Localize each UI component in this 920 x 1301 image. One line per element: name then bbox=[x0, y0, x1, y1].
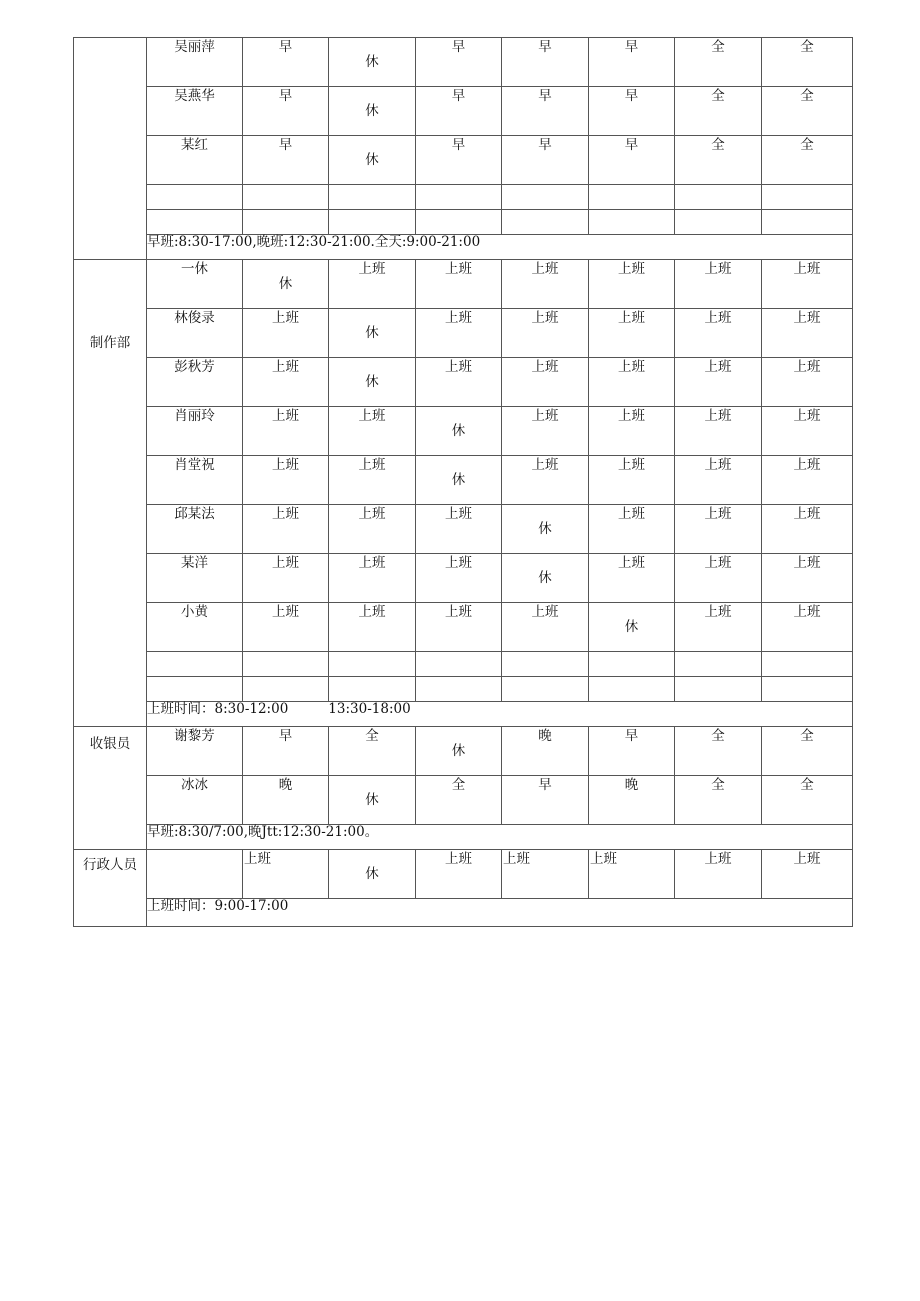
shift-cell: 休 bbox=[329, 358, 416, 407]
empty-row bbox=[74, 185, 853, 210]
department-cell bbox=[74, 850, 147, 927]
shift-cell: 上班 bbox=[416, 554, 502, 603]
shift-cell: 上班 bbox=[762, 850, 853, 899]
shift-cell: 早 bbox=[502, 38, 589, 87]
employee-name-cell: 邱某法 bbox=[147, 505, 243, 554]
table-row bbox=[74, 554, 853, 603]
table-row bbox=[74, 235, 853, 260]
table-row bbox=[74, 505, 853, 554]
shift-schedule-table bbox=[73, 37, 853, 927]
shift-cell: 上班 bbox=[762, 603, 853, 652]
employee-name-cell: 肖堂祝 bbox=[147, 456, 243, 505]
shift-cell: 上班 bbox=[675, 456, 762, 505]
shift-cell: 晚 bbox=[589, 776, 675, 825]
shift-cell: 上班 bbox=[502, 456, 589, 505]
shift-cell: 上班 bbox=[243, 309, 329, 358]
employee-name-cell: 某洋 bbox=[147, 554, 243, 603]
empty-row bbox=[74, 652, 853, 677]
shift-cell: 早 bbox=[416, 38, 502, 87]
shift-cell: 上班 bbox=[675, 850, 762, 899]
shift-cell: 早 bbox=[589, 87, 675, 136]
shift-cell: 休 bbox=[502, 505, 589, 554]
shift-cell: 上班 bbox=[416, 850, 502, 899]
shift-cell: 上班 bbox=[502, 260, 589, 309]
shift-cell: 休 bbox=[243, 260, 329, 309]
shift-cell: 上班 bbox=[416, 603, 502, 652]
table-row bbox=[74, 358, 853, 407]
shift-cell: 休 bbox=[329, 87, 416, 136]
table-row bbox=[74, 776, 853, 825]
shift-cell: 上班 bbox=[675, 407, 762, 456]
department-label: 行政人员 bbox=[83, 857, 137, 873]
shift-cell: 全 bbox=[675, 727, 762, 776]
shift-cell: 上班 bbox=[589, 260, 675, 309]
shift-cell: 休 bbox=[416, 727, 502, 776]
shift-cell: 上班 bbox=[589, 505, 675, 554]
shift-cell: 晚 bbox=[243, 776, 329, 825]
shift-cell: 休 bbox=[329, 309, 416, 358]
shift-cell: 上班 bbox=[502, 309, 589, 358]
shift-cell: 早 bbox=[589, 38, 675, 87]
shift-cell: 上班 bbox=[243, 407, 329, 456]
empty-row bbox=[74, 677, 853, 702]
shift-cell: 上班 bbox=[243, 850, 329, 899]
shift-cell: 上班 bbox=[243, 456, 329, 505]
shift-cell: 休 bbox=[416, 456, 502, 505]
shift-cell: 休 bbox=[329, 776, 416, 825]
table-row bbox=[74, 603, 853, 652]
shift-cell: 上班 bbox=[329, 554, 416, 603]
shift-cell: 上班 bbox=[589, 309, 675, 358]
table-row bbox=[74, 702, 853, 727]
shift-cell: 上班 bbox=[416, 505, 502, 554]
shift-cell: 休 bbox=[329, 850, 416, 899]
department-label: 制作部 bbox=[89, 335, 131, 351]
employee-name-cell: 冰冰 bbox=[147, 776, 243, 825]
department-cell bbox=[74, 260, 147, 727]
shift-cell: 早 bbox=[502, 776, 589, 825]
shift-cell: 上班 bbox=[502, 603, 589, 652]
shift-cell: 上班 bbox=[589, 407, 675, 456]
shift-cell: 休 bbox=[329, 136, 416, 185]
shift-cell: 早 bbox=[243, 727, 329, 776]
employee-name-cell: 彭秋芳 bbox=[147, 358, 243, 407]
shift-cell: 上班 bbox=[675, 505, 762, 554]
table-row bbox=[74, 309, 853, 358]
shift-cell: 早 bbox=[502, 87, 589, 136]
shift-cell: 上班 bbox=[762, 505, 853, 554]
table-row bbox=[74, 825, 853, 850]
employee-name-cell: 吴燕华 bbox=[147, 87, 243, 136]
shift-cell: 休 bbox=[589, 603, 675, 652]
shift-cell: 上班 bbox=[589, 456, 675, 505]
table-row bbox=[74, 136, 853, 185]
department-cell bbox=[74, 727, 147, 850]
shift-cell: 早 bbox=[589, 727, 675, 776]
shift-cell: 上班 bbox=[416, 358, 502, 407]
shift-cell: 全 bbox=[416, 776, 502, 825]
shift-cell: 全 bbox=[329, 727, 416, 776]
shift-cell: 早 bbox=[502, 136, 589, 185]
employee-name-cell: 吴丽萍 bbox=[147, 38, 243, 87]
shift-cell: 上班 bbox=[762, 554, 853, 603]
shift-cell: 上班 bbox=[329, 456, 416, 505]
shift-cell: 上班 bbox=[243, 603, 329, 652]
shift-cell: 上班 bbox=[762, 407, 853, 456]
work-hours-note: 上班时间：8:30-12:00 13:30-18:00 bbox=[147, 702, 853, 727]
shift-cell: 上班 bbox=[589, 358, 675, 407]
shift-cell: 上班 bbox=[243, 505, 329, 554]
shift-cell: 早 bbox=[243, 87, 329, 136]
shift-cell: 休 bbox=[329, 38, 416, 87]
shift-cell: 上班 bbox=[502, 407, 589, 456]
shift-cell: 全 bbox=[762, 776, 853, 825]
table-row bbox=[74, 456, 853, 505]
table-row bbox=[74, 260, 853, 309]
shift-cell: 上班 bbox=[675, 260, 762, 309]
shift-cell: 上班 bbox=[329, 260, 416, 309]
shift-cell: 上班 bbox=[416, 309, 502, 358]
table-row bbox=[74, 407, 853, 456]
shift-cell: 早 bbox=[416, 136, 502, 185]
employee-name-cell: 某红 bbox=[147, 136, 243, 185]
shift-cell: 上班 bbox=[762, 309, 853, 358]
shift-cell: 上班 bbox=[762, 456, 853, 505]
shift-cell: 上班 bbox=[762, 260, 853, 309]
employee-name-cell: 一休 bbox=[147, 260, 243, 309]
shift-cell: 上班 bbox=[675, 554, 762, 603]
shift-cell: 全 bbox=[675, 38, 762, 87]
shift-hours-note: 早班:8:30/7:00,晚Jtt:12:30-21:00。 bbox=[147, 825, 853, 850]
shift-cell: 全 bbox=[762, 727, 853, 776]
shift-cell: 全 bbox=[675, 776, 762, 825]
employee-name-cell: 小黄 bbox=[147, 603, 243, 652]
shift-cell: 早 bbox=[416, 87, 502, 136]
empty-row bbox=[74, 210, 853, 235]
shift-cell: 上班 bbox=[329, 505, 416, 554]
employee-name-cell: 肖丽玲 bbox=[147, 407, 243, 456]
shift-cell: 全 bbox=[762, 38, 853, 87]
shift-cell: 上班 bbox=[416, 260, 502, 309]
table-row bbox=[74, 87, 853, 136]
shift-cell: 全 bbox=[675, 136, 762, 185]
shift-cell: 上班 bbox=[675, 603, 762, 652]
shift-cell: 休 bbox=[502, 554, 589, 603]
shift-cell: 上班 bbox=[243, 358, 329, 407]
table-row bbox=[74, 38, 853, 87]
shift-cell: 全 bbox=[762, 87, 853, 136]
shift-cell: 早 bbox=[589, 136, 675, 185]
shift-cell: 上班 bbox=[329, 603, 416, 652]
shift-cell: 早 bbox=[243, 136, 329, 185]
shift-cell: 早 bbox=[243, 38, 329, 87]
shift-cell: 上班 bbox=[589, 554, 675, 603]
shift-cell: 晚 bbox=[502, 727, 589, 776]
shift-cell: 上班 bbox=[762, 358, 853, 407]
shift-cell: 上班 bbox=[589, 850, 675, 899]
table-row bbox=[74, 727, 853, 776]
department-cell bbox=[74, 38, 147, 260]
schedule-sheet bbox=[73, 37, 852, 926]
shift-cell: 上班 bbox=[675, 309, 762, 358]
shift-cell: 上班 bbox=[243, 554, 329, 603]
shift-cell: 上班 bbox=[329, 407, 416, 456]
work-hours-note: 上班时间：9:00-17:00 bbox=[147, 899, 853, 927]
employee-name-cell: 林俊录 bbox=[147, 309, 243, 358]
shift-cell: 全 bbox=[675, 87, 762, 136]
shift-hours-note: 早班:8:30-17:00,晚班:12:30-21:00.全天:9:00-21:00 bbox=[147, 235, 853, 260]
table-row bbox=[74, 850, 853, 899]
employee-name-cell bbox=[147, 850, 243, 899]
employee-name-cell: 谢黎芳 bbox=[147, 727, 243, 776]
shift-cell: 休 bbox=[416, 407, 502, 456]
department-label: 收银员 bbox=[89, 736, 131, 752]
shift-cell: 上班 bbox=[502, 358, 589, 407]
table-row bbox=[74, 899, 853, 927]
shift-cell: 上班 bbox=[675, 358, 762, 407]
shift-cell: 上班 bbox=[502, 850, 589, 899]
shift-cell: 全 bbox=[762, 136, 853, 185]
